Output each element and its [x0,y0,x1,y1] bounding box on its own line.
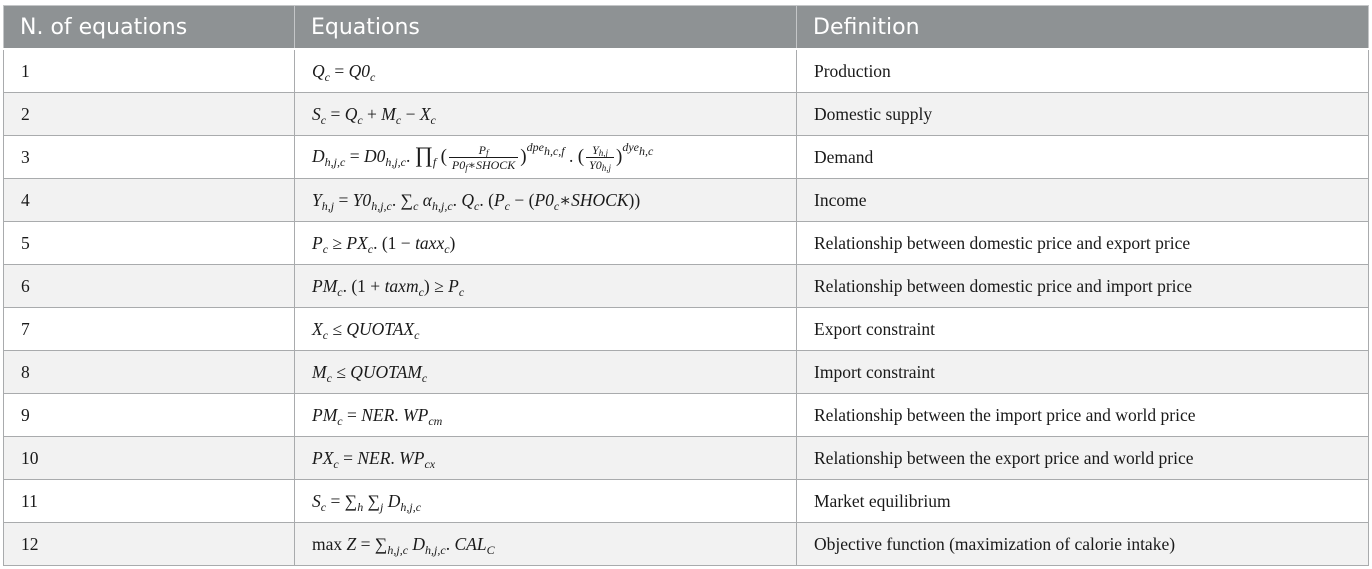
equation-cell [295,351,797,394]
row-number: 11 [4,480,295,523]
row-number: 9 [4,394,295,437]
equation-5: $P_c \ge PX_c$. (1 − taxx$_c$) [312,232,456,256]
definition-cell: Relationship between the import price and world price [797,394,1369,437]
row-number: 10 [4,437,295,480]
equation-8: $M_c$ ≤ $QUOTAM_c$ [312,361,428,385]
equation-cell [295,93,797,136]
row-number: 8 [4,351,295,394]
row-number: 2 [4,93,295,136]
equation-cell [295,523,797,566]
row-number: 7 [4,308,295,351]
equation-cell [295,437,797,480]
equation-11: $S_c = \sum_h$ $\sum_j$ $D_{h,j,c}$ [312,490,422,514]
table-row [4,265,1369,308]
definition-cell: Relationship between domestic price and import price [797,265,1369,308]
table-row [4,437,1369,480]
table-row [4,93,1369,136]
table-row [4,351,1369,394]
equation-4: $Y_{h,j} = Y0_{h,j,c}$. $\sum_c$ $\alpha_{h,j,c}$. $Q_c$. ($P_c$ − $(P0_c∗SHOCK)$) [312,189,641,213]
header-definition: Definition [797,6,1369,50]
definition-cell: Import constraint [797,351,1369,394]
definition-cell: Objective function (maximization of calorie intake) [797,523,1369,566]
equation-cell [295,49,797,93]
row-number: 5 [4,222,295,265]
equation-cell [295,394,797,437]
equation-6: $PM_c$. (1 + taxm$_c$) ≥ $P_c$ [312,275,465,299]
table-row [4,222,1369,265]
equations-table [3,5,1369,566]
table-row [4,49,1369,93]
equation-10: $PX_c$ = NER. $WP_{cx}$ [312,447,436,471]
row-number: 1 [4,49,295,93]
definition-cell: Income [797,179,1369,222]
equation-7: $X_c$ ≤ $QUOTAX_c$ [312,318,420,342]
table-row [4,308,1369,351]
row-number: 6 [4,265,295,308]
equation-1: $Q_c = Q0_c$ [312,60,376,84]
equation-cell [295,265,797,308]
row-number: 3 [4,136,295,179]
definition-cell: Market equilibrium [797,480,1369,523]
table-row [4,136,1369,179]
row-number: 4 [4,179,295,222]
equation-9: $PM_c$ = NER. $WP_{cm}$ [312,404,443,428]
table-row [4,523,1369,566]
table-row [4,480,1369,523]
table-row [4,179,1369,222]
equation-cell [295,136,797,179]
equation-3: $D_{h,j,c} = D0_{h,j,c}$. $\prod_f$ ( $\frac{P_f}{P0_f∗SHOCK}$ )$^{dpe_{h,c,f}}$ . ( $\frac{Y_{h,j}}{Y0_{h,j}}$ )$^{dye_{h,c}}$ [312,139,654,174]
header-row [4,6,1369,50]
equation-cell [295,480,797,523]
definition-cell: Relationship between domestic price and export price [797,222,1369,265]
row-number: 12 [4,523,295,566]
equation-cell [295,179,797,222]
definition-cell: Production [797,49,1369,93]
header-number: N. of equations [4,6,295,50]
equation-cell [295,222,797,265]
table-row [4,394,1369,437]
definition-cell: Domestic supply [797,93,1369,136]
equation-12: $\max Z = \sum_{h,j,c}$ $D_{h,j,c}$. $CAL_C$ [312,533,495,557]
definition-cell: Relationship between the export price and world price [797,437,1369,480]
equation-cell [295,308,797,351]
definition-cell: Demand [797,136,1369,179]
header-equations: Equations [295,6,797,50]
definition-cell: Export constraint [797,308,1369,351]
equation-2: $S_c = Q_c + M_c - X_c$ [312,103,436,127]
